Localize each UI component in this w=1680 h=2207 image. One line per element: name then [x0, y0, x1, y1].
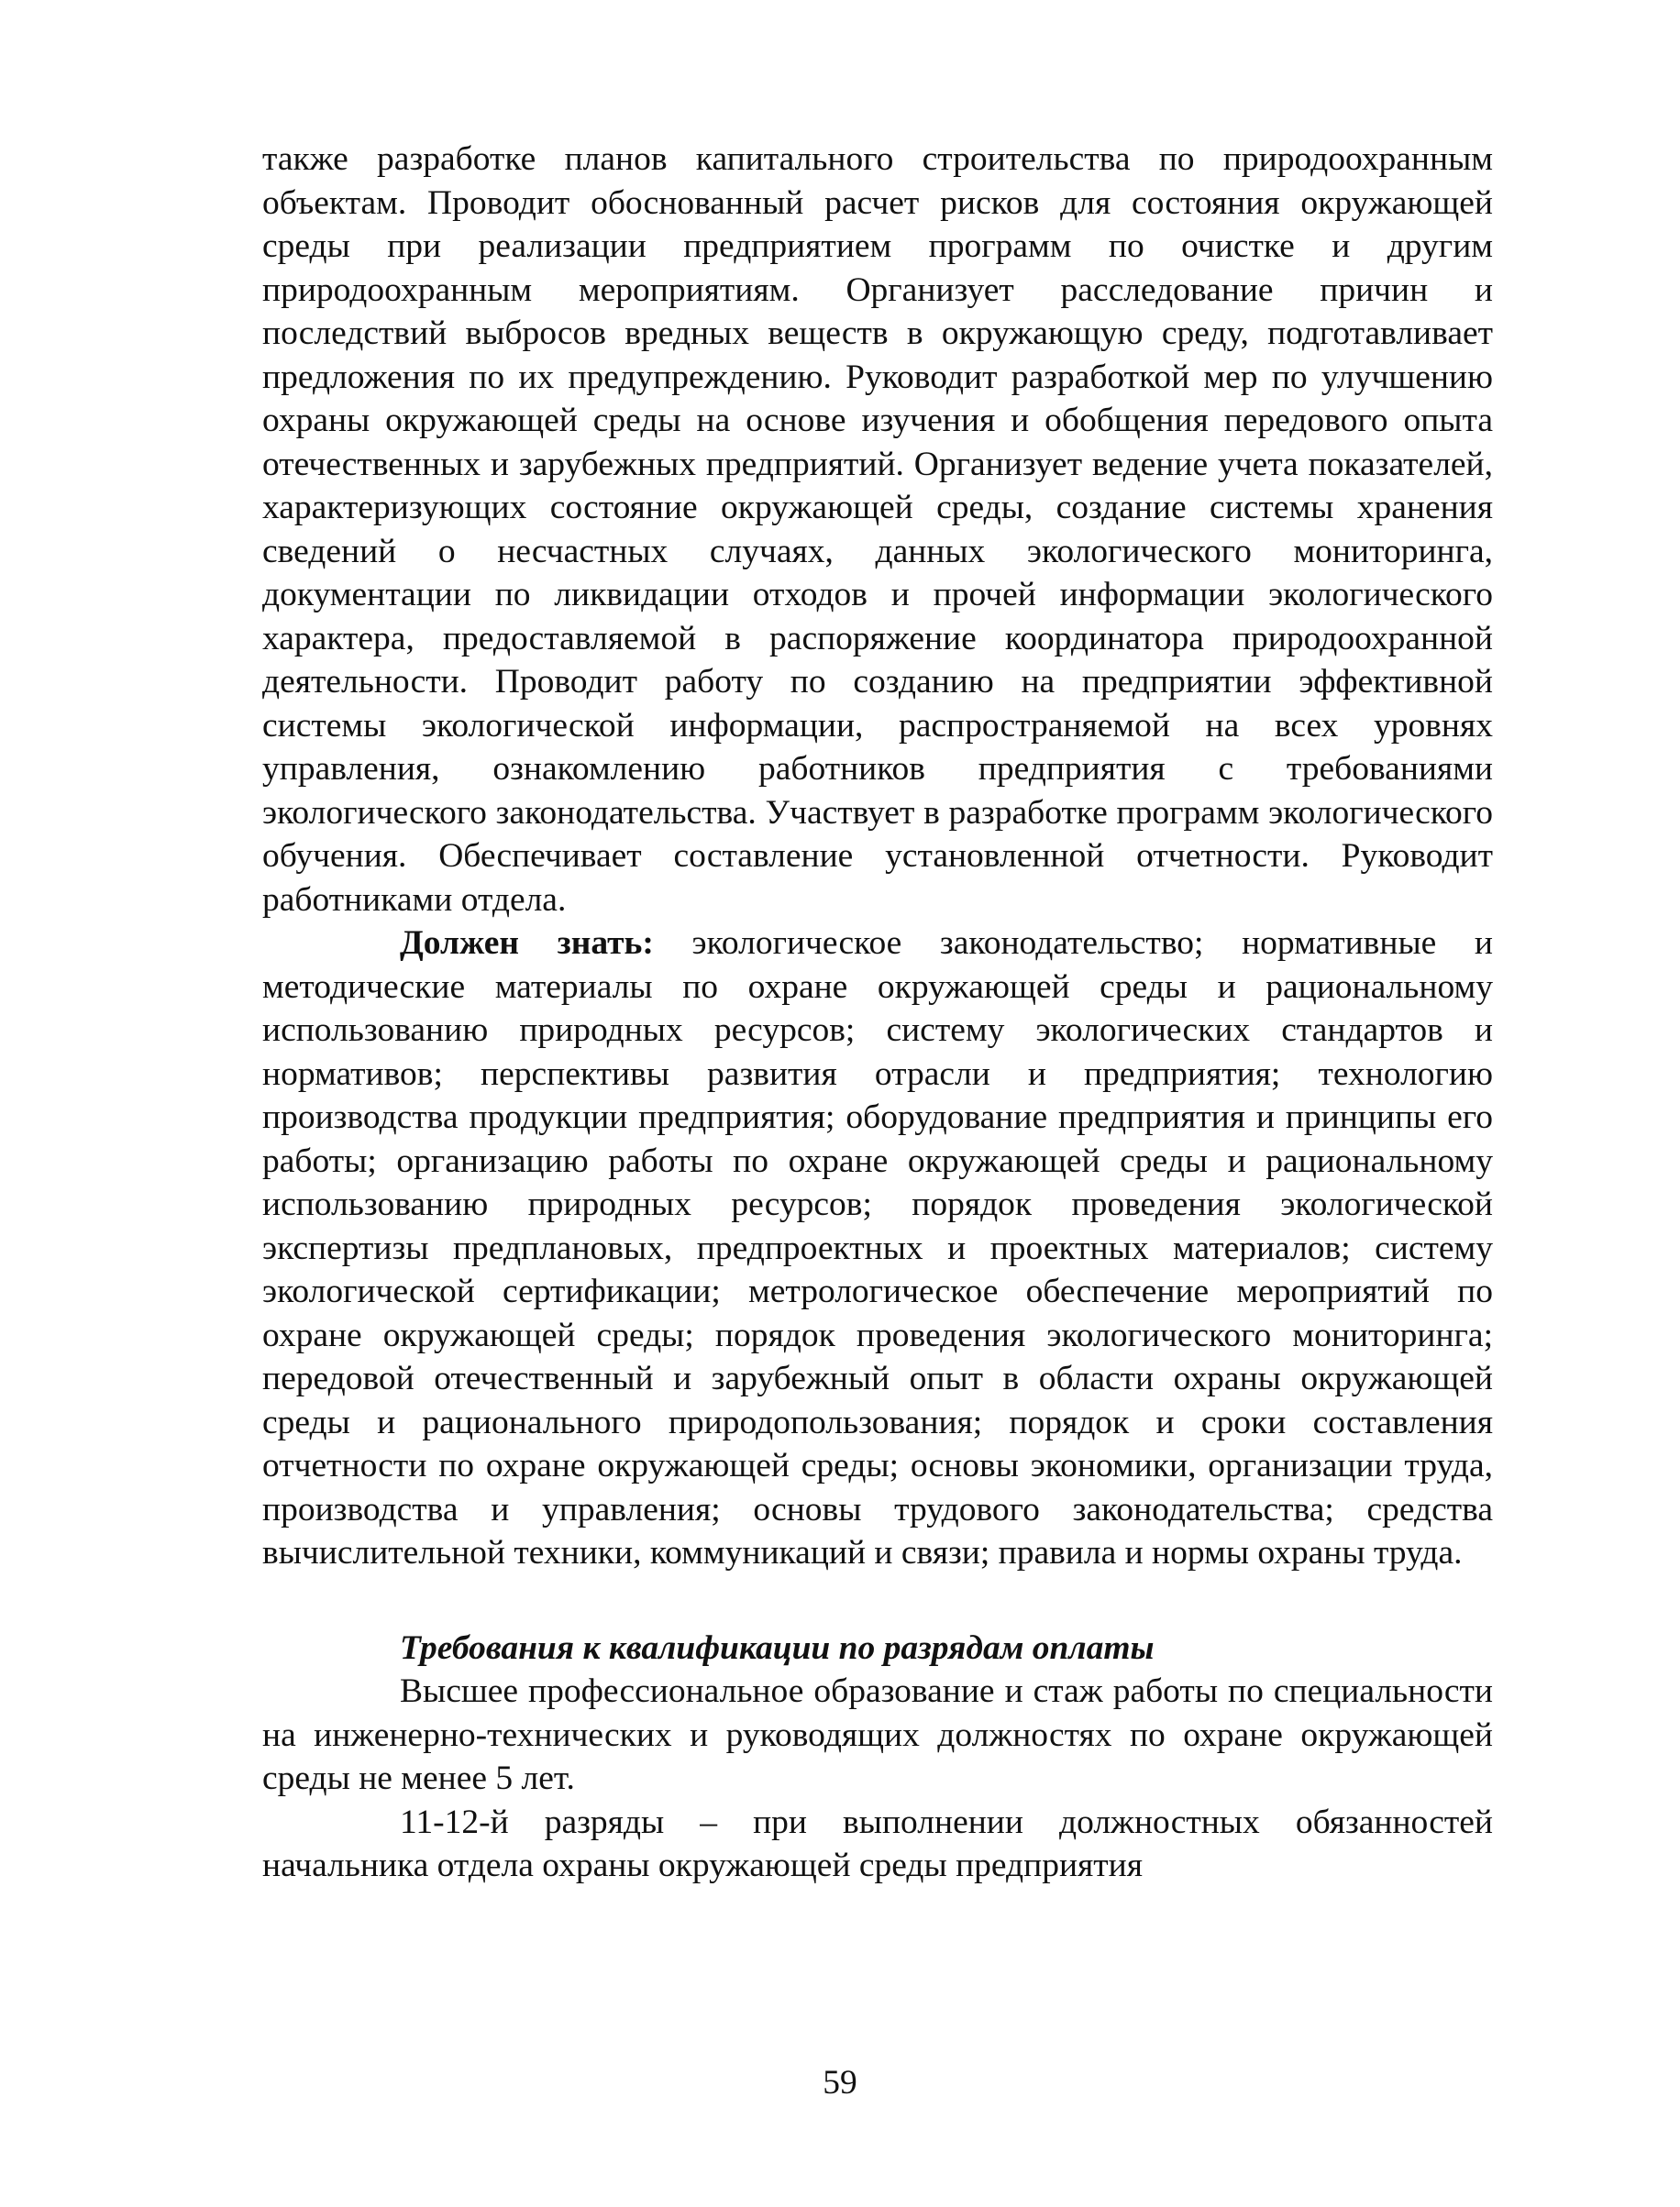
duties-paragraph: также разработке планов капитального строительства по природоохранным объектам. Проводит обоснованный расчет рисков для состояния окружающей среды при реализации предприятием программ по очистке и другим природоохранным мероприятиям. Организует расследование причин и последствий выбросов вредных веществ в окружающую среду, подготавливает предложения по их предупреждению. Руководит разработкой мер по улучшению охраны окружающей среды на основе изучения и обобщения передового опыта отечественных и зарубежных предприятий. Организует ведение учета показателей, характеризующих состояние окружающей среды, создание системы хранения сведений о несчастных случаях, данных экологического мониторинга, документации по ликвидации отходов и прочей информации экологического характера, предоставляемой в распоряжение координатора природоохранной деятельности. Проводит работу по созданию на предприятии эффективной системы экологической информации, распространяемой на всех уровнях управления, ознакомлению работников предприятия с требованиями экологического законодательства. Участвует в разработке программ экологического обучения. Обеспечивает составление установленной отчетности. Руководит работниками отдела. [262, 140, 1493, 919]
must-know-paragraph [262, 921, 1493, 1575]
page-number: 59 [823, 2064, 857, 2102]
education-paragraph: Высшее профессиональное образование и стаж работы по специальности на инженерно-технических и руководящих должностях по охране окружающей среды не менее 5 лет. [262, 1672, 1493, 1797]
grades-paragraph: 11-12-й разряды – при выполнении должностных обязанностей начальника отдела охраны окружающей среды предприятия [262, 1803, 1493, 1884]
must-know-label: Должен знать: [400, 924, 654, 962]
qualification-heading: Требования к квалификации по разрядам оплаты [400, 1628, 1155, 1667]
must-know-text: экологическое законодательство; нормативные и методические материалы по охране окружающей среды и рациональному использованию природных ресурсов; систему экологических стандартов и нормативов; перспективы развития отрасли и предприятия; технологию производства продукции предприятия; оборудование предприятия и принципы его работы; организацию работы по охране окружающей среды и рациональному использованию природных ресурсов; порядок проведения экологической экспертизы предплановых, предпроектных и проектных материалов; систему экологической сертификации; метрологическое обеспечение мероприятий по охране окружающей среды; порядок проведения экологического мониторинга; передовой отечественный и зарубежный опыт в области охраны окружающей среды и рационального природопользования; порядок и сроки составления отчетности по охране окружающей среды; основы экономики, организации труда, производства и управления; основы трудового законодательства; средства вычислительной техники, коммуникаций и связи; правила и нормы охраны труда. [262, 924, 1493, 1572]
page-body [262, 138, 1493, 1888]
